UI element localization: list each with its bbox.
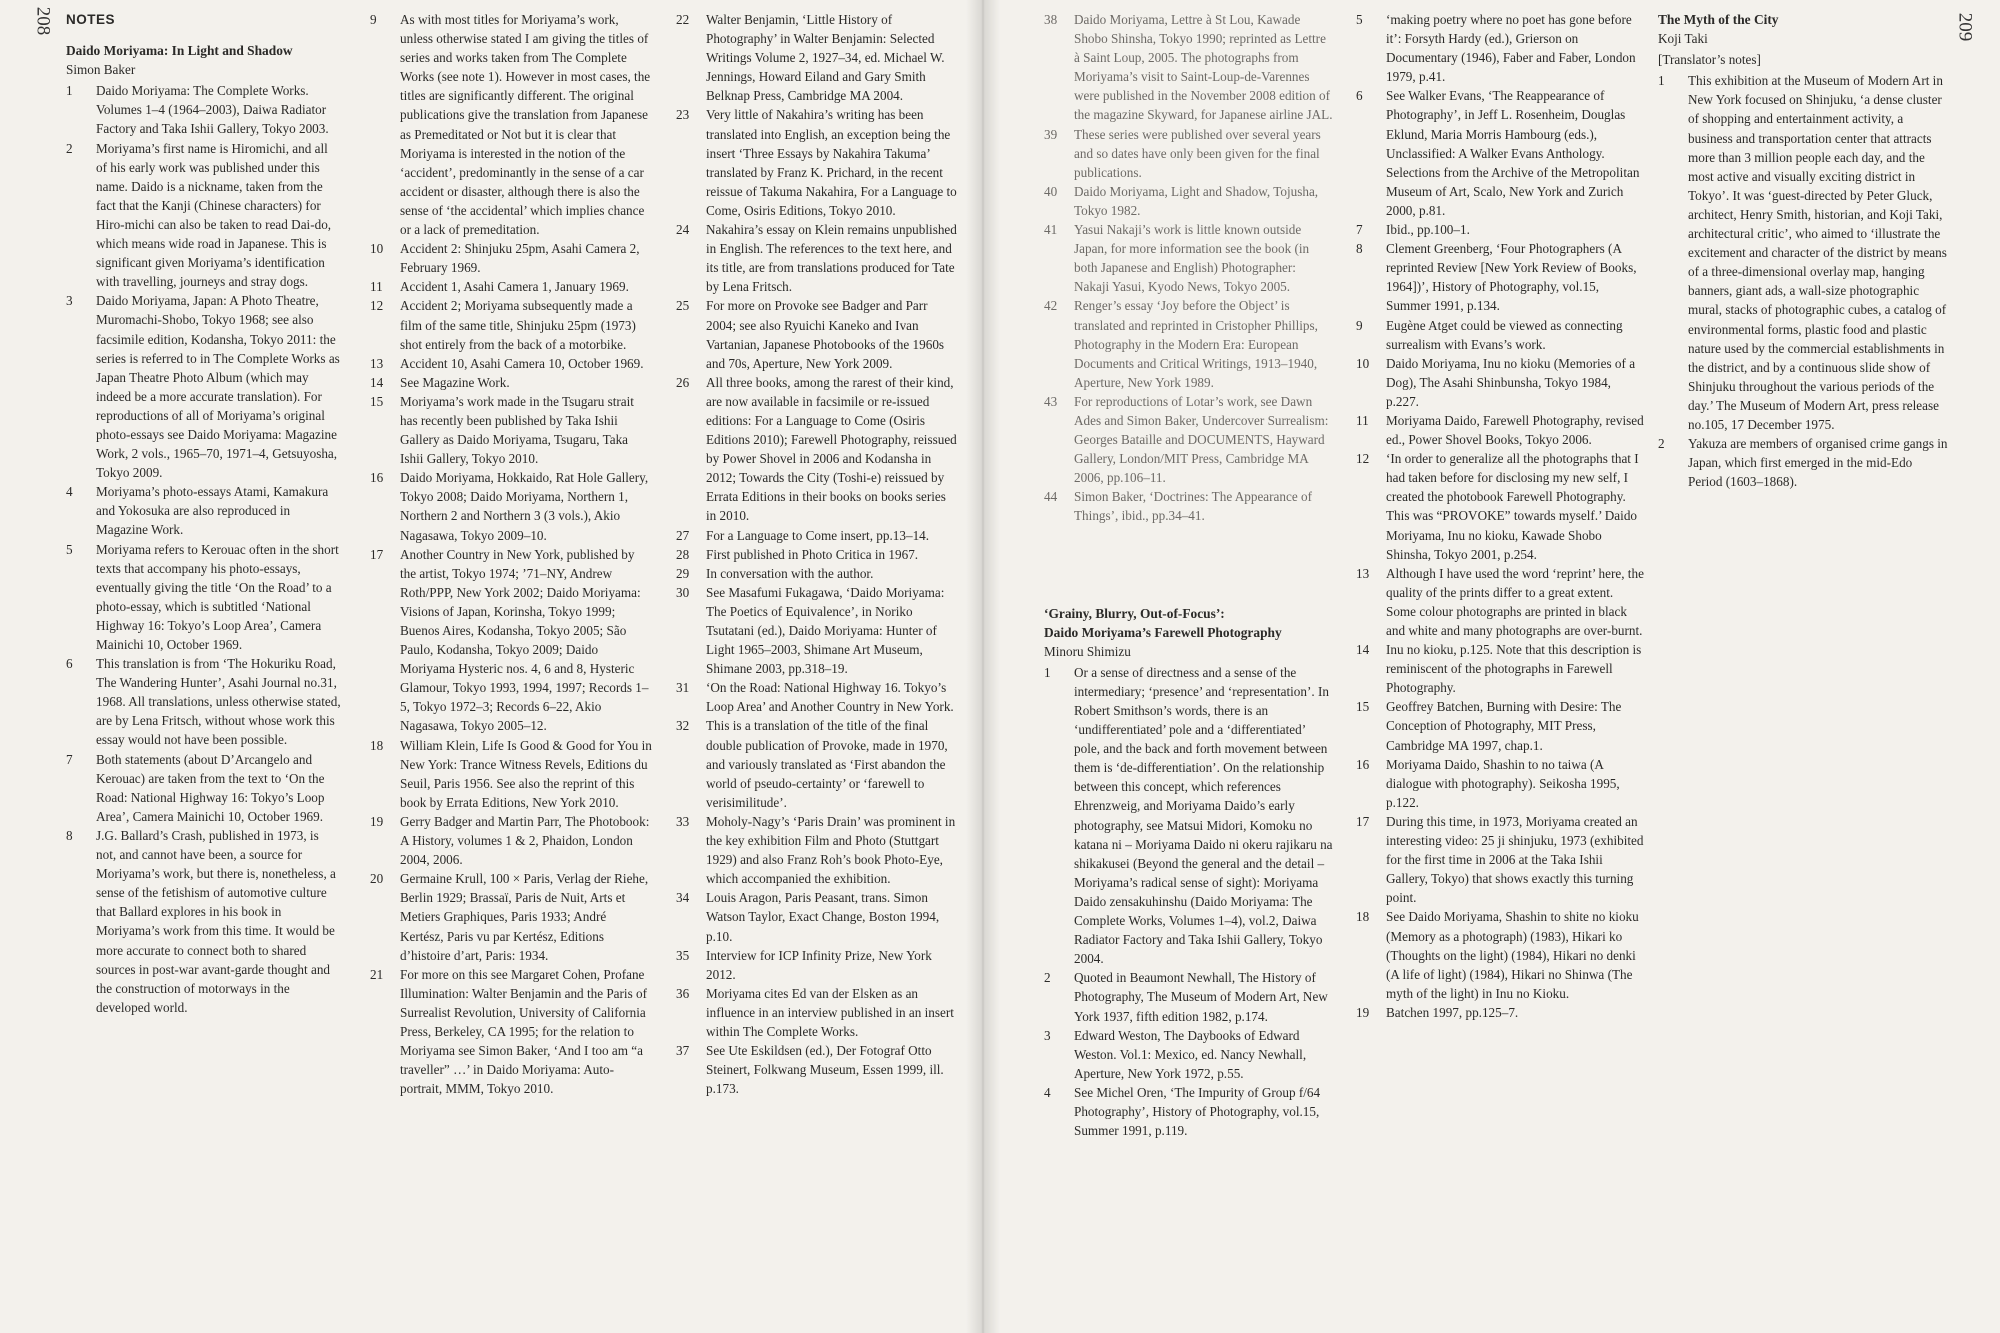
footnote [1356,449,1646,564]
footnote [370,373,652,392]
footnote [370,736,652,812]
footnote-number: 31 [676,680,690,696]
footnote-number: 9 [370,12,377,27]
footnote [1044,182,1334,220]
footnote [1356,354,1646,411]
footnote-text: Yasui Nakaji’s work is little known outside Japan, for more information see the book (in both Japanese and English) Photographer: Nakaji Yasui, Kyodo News, Tokyo 2005. [1074,222,1310,295]
footnote-number: 15 [1356,699,1370,715]
footnote-text: Accident 2; Moriyama subsequently made a film of the same title, Shinjuku 25pm (1973) shot entirely from the back of a motorbike. [400,298,636,352]
column-5 [1356,10,1646,1022]
footnote [66,654,342,749]
footnote-number: 6 [1356,88,1363,104]
footnote-number: 13 [1356,565,1370,581]
footnote-text: Nakahira’s essay on Klein remains unpublished in English. The references to the text here, and its title, are from translations produced for Tate by Lena Fritsch. [706,222,957,295]
footnote-text: Moriyama refers to Kerouac often in the short texts that accompany his photo-essays, eventually giving the title ‘On the Road’ to a photo-essay, which is subtitled ‘National Highway 16: Tokyo’s Loop Area’, Camera Mainichi 10, October 1969. [96,541,339,652]
footnote-number: 33 [676,813,690,829]
footnote-text: Eugène Atget could be viewed as connecting surrealism with Evans’s work. [1386,317,1623,352]
column-4 [1044,10,1334,1140]
column-1 [66,10,342,1017]
footnote [1356,239,1646,315]
essay2-notes-1 [1044,663,1334,1140]
footnote [1044,125,1334,182]
footnote-text: Accident 10, Asahi Camera 10, October 1969. [400,355,644,371]
footnote [676,812,958,888]
footnote-number: 15 [370,393,384,409]
footnote-text: These series were published over several years and so dates have only been given for the final publications. [1074,126,1321,180]
footnote-number: 6 [66,656,73,672]
footnote [1356,697,1646,754]
footnote-text: Very little of Nakahira’s writing has been translated into English, an exception being the insert ‘Three Essays by Nakahira Takuma’ translated by Franz K. Prichard, in the recent reissue of Takuma Nakahira, For a Language to Come, Osiris Editions, Tokyo 2010. [706,107,957,218]
footnote [370,239,652,277]
footnote-text: Clement Greenberg, ‘Four Photographers (A reprinted Review [New York Review of Books, 1964])’, History of Photography, vol.15, Summer 1991, p.134. [1386,241,1637,314]
footnote-number: 40 [1044,183,1058,199]
footnote-number: 24 [676,222,690,238]
footnote [676,526,958,545]
footnote-number: 35 [676,947,690,963]
footnote [1356,10,1646,86]
footnote-number: 9 [1356,317,1363,333]
footnote [370,965,652,1099]
footnote-text: Moriyama’s work made in the Tsugaru strait has recently been published by Taka Ishii Gallery as Daido Moriyama, Tsugaru, Taka Ishii Gallery, Tokyo 2010. [400,393,634,467]
footnote-text: This exhibition at the Museum of Modern Art in New York focused on Shinjuku, ‘a dense cluster of shopping and entertainment activity, a business and transportation center that attracts more than 3 million people each day, and the most active and visually exciting district in Tokyo’. It was ‘guest-directed by Peter Gluck, architect, Henry Smith, historian, and Koji Taki, architectural critic’, who aimed to ‘illustrate the excitement and character of the district by means of a three-dimensional overlay map, hanging banners, giant ads, a wall-size photographic mural, stacks of photographic cubes, a catalog of environmental forms, plastic food and plastic nature used by the commercial establishments in the district, and by a continuous slide show of Shinjuku throughout the various periods of the day.’ The Museum of Modern Art, press release no.105, 17 December 1975. [1688,73,1947,432]
footnote [676,105,958,220]
footnote-number: 16 [370,470,384,486]
footnote [1356,755,1646,812]
footnote-number: 8 [66,827,73,843]
footnote-text: Geoffrey Batchen, Burning with Desire: The Conception of Photography, MIT Press, Cambridge MA 1997, chap.1. [1386,699,1622,753]
footnote-text: Daido Moriyama: The Complete Works. Volumes 1–4 (1964–2003), Daiwa Radiator Factory and Taka Ishii Gallery, Tokyo 2003. [96,83,329,137]
footnote-text: Moriyama’s first name is Hiromichi, and all of his early work was published under this name. Daido is a nickname, taken from the fact that the Kanji (Chinese characters) for Hiro-michi can also be taken to read Dai-do, which means wide road in Japanese. This is significant given Moriyama’s identification with travelling, journeys and stray dogs. [96,140,332,290]
essay1-notes-3 [676,10,958,1098]
essay3-author: Koji Taki [1658,31,1708,47]
footnote [676,583,958,678]
footnote-text: Germaine Krull, 100 × Paris, Verlag der Riehe, Berlin 1929; Brassaï, Paris de Nuit, Arts et Metiers Graphiques, Paris 1933; André Kertész, Paris vu par Kertész, Editions d’histoire d’art, Paris: 1934. [400,871,649,963]
footnote-text: See Walker Evans, ‘The Reappearance of Photography’, in Jeff L. Rosenheim, Douglas Eklund, Maria Morris Hambourg (eds.), Unclassified: A Walker Evans Anthology. Selections from the Archive of the Metropolitan Museum of Art, Scalo, New York and Zurich 2000, p.81. [1386,88,1640,218]
footnote-text: Accident 2: Shinjuku 25pm, Asahi Camera 2, February 1969. [400,241,640,276]
footnote-number: 44 [1044,489,1058,505]
footnote [1044,220,1334,296]
essay1-notes-4 [1044,10,1334,526]
footnote-number: 1 [1658,73,1665,89]
footnote-number: 19 [370,813,384,829]
footnote-text: In conversation with the author. [706,565,874,581]
essay2-author: Minoru Shimizu [1044,643,1131,659]
essay3-notes [1658,71,1948,491]
footnote-number: 36 [676,985,690,1001]
essay1-notes-1 [66,81,342,1017]
footnote-number: 26 [676,374,690,390]
footnote-text: See Magazine Work. [400,374,510,390]
footnote [370,277,652,296]
footnote-text: Another Country in New York, published by the artist, Tokyo 1974; ’71–NY, Andrew Roth/PPP, New York 2002; Daido Moriyama: Visions of Japan, Korinsha, Tokyo 1999; Buenos Aires, Kodansha, Tokyo 2005; São Paulo, Kodansha, Tokyo 2009; Daido Moriyama Hysteric nos. 4, 6 and 8, Hysteric Glamour, Tokyo 1993, 1994, 1997; Records 1–5, Tokyo 1972–3; Records 6–22, Akio Nagasawa, Tokyo 2005–12. [400,546,649,734]
footnote-number: 7 [66,751,73,767]
footnote-number: 30 [676,584,690,600]
footnote-text: Quoted in Beaumont Newhall, The History of Photography, The Museum of Modern Art, New York 1937, fifth edition 1982, p.174. [1074,970,1328,1024]
footnote [1356,86,1646,220]
footnote [1356,640,1646,697]
footnote [676,373,958,526]
footnote [370,354,652,373]
footnote-number: 10 [370,241,384,257]
footnote [676,220,958,296]
footnote [676,564,958,583]
footnote-text: William Klein, Life Is Good & Good for You in New York: Trance Witness Revels, Editions du Seuil, Paris 1956. See also the reprint of this book by Errata Editions, New York 2010. [400,737,652,810]
footnote [66,81,342,138]
footnote-number: 21 [370,966,384,982]
footnote-number: 19 [1356,1004,1370,1020]
footnote-text: Moholy-Nagy’s ‘Paris Drain’ was prominent in the key exhibition Film and Photo (Stuttgart 1929) and also Franz Roh’s book Photo-Eye, which accompanied the exhibition. [706,813,956,887]
footnote-text: Renger’s essay ‘Joy before the Object’ is translated and reprinted in Cristopher Phillips, Photography in the Modern Era: European Documents and Critical Writings, 1913–1940, Aperture, New York 1989. [1074,298,1318,390]
footnote [1044,968,1334,1025]
footnote-number: 27 [676,527,690,543]
footnote-text: Moriyama’s photo-essays Atami, Kamakura and Yokosuka are also reproduced in Magazine Work. [96,484,329,538]
footnote-number: 28 [676,546,690,562]
footnote-text: See Michel Oren, ‘The Impurity of Group f/64 Photography’, History of Photography, vol.15, Summer 1991, p.119. [1074,1084,1321,1139]
footnote-number: 1 [1044,664,1051,680]
footnote-text: Accident 1, Asahi Camera 1, January 1969. [400,279,629,295]
footnote-number: 5 [66,541,73,557]
footnote [1356,812,1646,907]
footnote-number: 12 [370,298,384,314]
footnote [1356,220,1646,239]
footnote-number: 17 [1356,813,1370,829]
footnote-text: Walter Benjamin, ‘Little History of Photography’ in Walter Benjamin: Selected Writings Volume 2, 1927–34, ed. Michael W. Jennings, Howard Eiland and Gary Smith Belknap Press, Cambridge MA 2004. [706,12,945,104]
footnote-text: This translation is from ‘The Hokuriku Road, The Wandering Hunter’, Asahi Journal no.31, 1968. All translations, unless otherwise stated, are by Lena Fritsch, without whose work this essay would not have been possible. [96,656,341,748]
footnote [370,812,652,869]
footnote-number: 16 [1356,756,1370,772]
footnote-number: 2 [66,140,73,156]
footnote [1356,1003,1646,1022]
footnote-text: Daido Moriyama, Inu no kioku (Memories of a Dog), The Asahi Shinbunsha, Tokyo 1984, p.227. [1386,355,1636,409]
footnote-text: For a Language to Come insert, pp.13–14. [706,527,930,543]
footnote [1658,71,1948,434]
footnote [676,888,958,945]
footnote-text: As with most titles for Moriyama’s work, unless otherwise stated I am giving the titles of series and works taken from The Complete Works (see note 1). However in most cases, the titles are significantly different. The original publications give the translation from Japanese as Premeditated or Not but it is clear that Moriyama is interested in the notion of the ‘accident’, predominantly in the sense of a car accident or disaster, although there is also the sense of ‘the accidental’ which implies chance or a lack of premeditation. [400,12,651,238]
essay2-notes-2 [1356,10,1646,1022]
footnote-text: See Masafumi Fukagawa, ‘Daido Moriyama: The Poetics of Equivalence’, in Noriko Tsutatani (ed.), Daido Moriyama: Hunter of Light 1965–2003, Shimane Art Museum, Shimane 2003, pp.318–19. [706,584,945,677]
footnote-number: 32 [676,718,690,734]
footnote-text: Moriyama Daido, Shashin to no taiwa (A dialogue with photography). Seikosha 1995, p.122. [1386,756,1620,810]
footnote [1356,316,1646,354]
footnote-number: 2 [1658,436,1665,452]
essay3-title: The Myth of the City [1658,12,1779,27]
footnote [676,984,958,1041]
footnote [676,678,958,716]
footnote-number: 2 [1044,970,1051,986]
footnote-text: For more on Provoke see Badger and Parr 2004; see also Ryuichi Kaneko and Ivan Vartanian, Japanese Photobooks of the 1960s and 70s, Aperture, New York 2009. [706,298,945,371]
page-number-right: 209 [1954,12,1976,42]
footnote-number: 22 [676,12,690,27]
footnote [66,540,342,655]
footnote [1356,907,1646,1002]
footnote-text: Although I have used the word ‘reprint’ here, the quality of the prints differ to a great extent. Some colour photographs are printed in black and white and many photographs are over-burnt. [1386,565,1644,638]
footnote-number: 14 [1356,642,1370,658]
footnote-number: 43 [1044,393,1058,409]
footnote-text: First published in Photo Critica in 1967. [706,546,919,562]
book-gutter [966,0,1000,1333]
footnote-text: Yakuza are members of organised crime gangs in Japan, which first emerged in the mid-Edo Period (1603–1868). [1688,436,1948,490]
footnote [66,482,342,539]
footnote [1044,1026,1334,1083]
footnote-number: 20 [370,871,384,887]
footnote-number: 5 [1356,12,1363,27]
footnote [1044,296,1334,391]
essay1-author: Simon Baker [66,62,136,78]
footnote [676,1041,958,1098]
footnote [1044,392,1334,487]
footnote-text: Daido Moriyama, Light and Shadow, Tojusha, Tokyo 1982. [1074,183,1319,218]
footnote-number: 17 [370,546,384,562]
column-2 [370,10,652,1098]
footnote-text: Daido Moriyama, Lettre à St Lou, Kawade Shobo Shinsha, Tokyo 1990; reprinted as Lettre à Saint Loup, 2005. The photographs from Moriyama’s visit to Saint-Loup-de-Varennes were published in the November 2008 edition of the magazine Skyward, for Japanese airline JAL. [1074,12,1333,123]
essay2-title-line1: ‘Grainy, Blurry, Out-of-Focus’: [1044,605,1225,621]
footnote [370,10,652,239]
footnote [676,10,958,105]
footnote [1044,10,1334,125]
footnote-text: See Ute Eskildsen (ed.), Der Fotograf Otto Steinert, Folkwang Museum, Essen 1999, ill. p.173. [706,1043,944,1097]
footnote-number: 41 [1044,222,1058,238]
footnote-number: 42 [1044,298,1058,314]
footnote-number: 4 [66,484,73,500]
footnote-number: 39 [1044,126,1058,142]
footnote-number: 14 [370,374,384,390]
footnote [370,468,652,544]
page-number-left: 208 [32,6,54,36]
footnote-text: All three books, among the rarest of their kind, are now available in facsimile or re-issued editions: For a Language to Come (Osiris Editions 2010); Farewell Photography, reissued by Power Shovel in 2006 and Kodansha in 2012; Towards the City (Toshi-e) reissued by Errata Editions in their books on books series in 2010. [706,374,957,524]
footnote [370,869,652,964]
column-6 [1658,10,1948,491]
footnote-number: 10 [1356,355,1370,371]
footnote-number: 18 [370,737,384,753]
footnote-text: During this time, in 1973, Moriyama created an interesting video: 25 ji shinjuku, 1973 (exhibited for the first time in 2006 at the Taka Ishii Gallery, Tokyo) that shows exactly this turning point. [1386,813,1644,906]
footnote-number: 34 [676,890,690,906]
footnote-number: 37 [676,1043,690,1059]
footnote [1356,564,1646,640]
footnote-number: 18 [1356,909,1370,925]
footnote-text: Gerry Badger and Martin Parr, The Photobook: A History, volumes 1 & 2, Phaidon, London 2004, 2006. [400,813,650,868]
footnote-text: Both statements (about D’Arcangelo and Kerouac) are taken from the text to ‘On the Road: National Highway 16: Tokyo’s Loop Area’, Camera Mainichi 10, October 1969. [96,751,325,824]
footnote-text: Moriyama Daido, Farewell Photography, revised ed., Power Shovel Books, Tokyo 2006. [1386,412,1644,448]
essay1-title: Daido Moriyama: In Light and Shadow [66,43,293,59]
footnote-number: 1 [66,83,73,99]
footnote-number: 3 [66,293,73,309]
footnote [1044,663,1334,969]
notes-label: NOTES [66,12,116,27]
essay3-subtitle: [Translator’s notes] [1658,52,1761,68]
footnote-text: Daido Moriyama, Japan: A Photo Theatre, Muromachi-Shobo, Tokyo 1968; see also facsimile edition, Kodansha, Tokyo 2011: the series is referred to in The Complete Works as Japan Theatre Photo Album (which may indeed be a more accurate translation). For reproductions of all of Moriyama’s original photo-essays see Daido Moriyama: Magazine Work, 2 vols., 1965–70, 1971–4, Getsuyosha, Tokyo 2009. [96,293,340,481]
footnote-number: 29 [676,565,690,581]
footnote-number: 13 [370,355,384,371]
footnote-number: 3 [1044,1027,1051,1043]
footnote-number: 7 [1356,222,1363,238]
footnote [370,392,652,468]
footnote-text: Louis Aragon, Paris Peasant, trans. Simon Watson Taylor, Exact Change, Boston 1994, p.10. [706,890,940,944]
footnote-number: 38 [1044,12,1058,27]
footnote-text: J.G. Ballard’s Crash, published in 1973, is not, and cannot have been, a source for Moriyama’s work, but there is, nonetheless, a sense of the fetishism of automotive culture that Ballard explores in his book in Moriyama’s work from this time. It would be more accurate to connect both to shared sources in post-war avant-garde thought and the construction of motorways in the developed world. [96,827,336,1015]
footnote-text: Moriyama cites Ed van der Elsken as an influence in an interview published in an insert within The Complete Works. [706,985,954,1039]
footnote-number: 4 [1044,1084,1051,1100]
footnote [676,716,958,811]
column-3 [676,10,958,1098]
footnote [66,826,342,1017]
footnote-text: Daido Moriyama, Hokkaido, Rat Hole Gallery, Tokyo 2008; Daido Moriyama, Northern 1, Northern 2 and Northern 3 (3 vols.), Akio Nagasawa, Tokyo 2009–10. [400,470,649,543]
footnote-number: 11 [370,279,383,295]
footnote-text: This is a translation of the title of the final double publication of Provoke, made in 1970, and variously translated as ‘First abandon the world of pseudo-certainty’ or ‘farewell to verisimilitude’. [706,718,948,810]
footnote-number: 8 [1356,241,1363,257]
footnote-number: 12 [1356,451,1370,467]
footnote-text: Or a sense of directness and a sense of the intermediary; ‘presence’ and ‘representation’. In Robert Smithson’s words, there is an ‘undifferentiated’ pole and a ‘differentiated’ pole, and the back and forth movement between them is ‘de-differentiation’. On the relationship between this concept, which references Ehrenzweig, and Moriyama Daido’s early photography, see Matsui Midori, Komoku no katana ni – Moriyama Daido ni okeru rajikaru na shikakusei (Beyond the general and the detail – Moriyama’s radical sense of sight): Moriyama Daido zensakuhinshu (Daido Moriyama: The Complete Works, Volumes 1–4), vol.2, Daiwa Radiator Factory and Taka Ishii Gallery, Tokyo 2004. [1074,664,1333,967]
footnote [1356,411,1646,449]
footnote [66,291,342,482]
footnote [676,296,958,372]
footnote-text: Edward Weston, The Daybooks of Edward Weston. Vol.1: Mexico, ed. Nancy Newhall, Aperture, New York 1972, p.55. [1074,1027,1307,1081]
footnote-text: ‘On the Road: National Highway 16. Tokyo’s Loop Area’ and Another Country in New York. [706,680,954,715]
essay2-title-line2: Daido Moriyama’s Farewell Photography [1044,624,1282,640]
footnote [676,545,958,564]
essay1-notes-2 [370,10,652,1098]
footnote-text: ‘making poetry where no poet has gone before it’: Forsyth Hardy (ed.), Grierson on Documentary (1946), Faber and Faber, London 1979, p.41. [1386,12,1636,85]
footnote-text: For more on this see Margaret Cohen, Profane Illumination: Walter Benjamin and the Paris of Surrealist Revolution, University of California Press, Berkeley, CA 1995; for the relation to Moriyama see Simon Baker, ‘And I too am “a traveller” …’ in Daido Moriyama: Auto-portrait, MMM, Tokyo 2010. [400,966,648,1097]
footnote-text: Inu no kioku, p.125. Note that this description is reminiscent of the photographs in Farewell Photography. [1386,642,1642,696]
footnote-text: See Daido Moriyama, Shashin to shite no kioku (Memory as a photograph) (1983), Hikari ko (Thoughts on the light) (1984), Hikari no denki (A life of light) (1984), Hikari no Shinwa (The myth of the light) in Inu no Kioku. [1386,909,1639,1001]
footnote [676,946,958,984]
footnote [1044,487,1334,525]
footnote-number: 11 [1356,412,1369,428]
footnote [370,545,652,736]
footnote [66,750,342,826]
footnote-number: 25 [676,298,690,314]
footnote-text: Interview for ICP Infinity Prize, New York 2012. [706,947,932,982]
footnote [370,296,652,353]
footnote [66,139,342,292]
footnote-text: ‘In order to generalize all the photographs that I had taken before for disclosing my new self, I created the photobook Farewell Photography. This was “PROVOKE” towards myself.’ Daido Moriyama, Inu no kioku, Kawade Shobo Shinsha, Tokyo 2001, p.254. [1386,451,1639,562]
footnote-text: Ibid., pp.100–1. [1386,222,1470,238]
footnote [1044,1083,1334,1140]
footnote-number: 23 [676,107,690,123]
footnote [1658,434,1948,491]
footnote-text: Simon Baker, ‘Doctrines: The Appearance of Things’, ibid., pp.34–41. [1074,489,1312,524]
footnote-text: For reproductions of Lotar’s work, see Dawn Ades and Simon Baker, Undercover Surrealism: Georges Bataille and DOCUMENTS, Hayward Gallery, London/MIT Press, Cambridge MA 2006, pp.106–11. [1074,393,1329,486]
footnote-text: Batchen 1997, pp.125–7. [1386,1004,1519,1020]
